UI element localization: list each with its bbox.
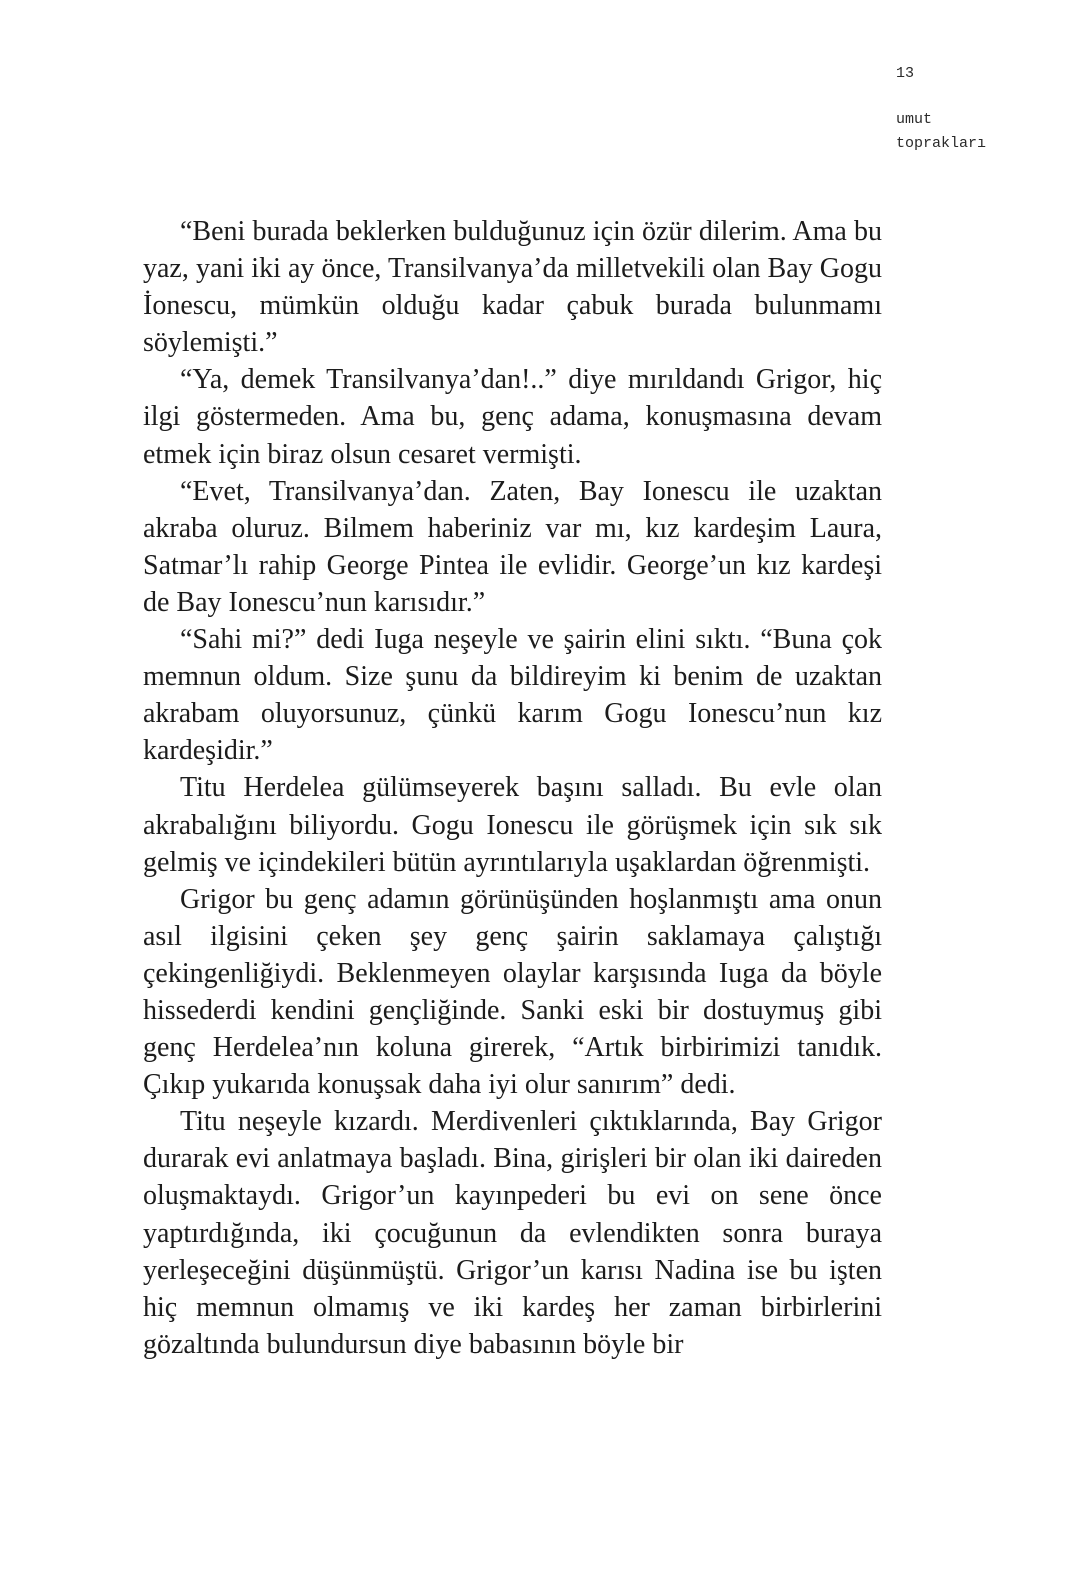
paragraph: Titu Herdelea gülümseyerek başını salladı. Bu evle olan akrabalığını biliyordu. Gogu Ionescu ile görüşmek için sık sık gelmiş ve içindekileri bütün ayrıntılarıyla uşaklardan öğrenmişti. — [143, 772, 882, 878]
running-head — [896, 62, 1036, 156]
page-number: 13 — [896, 65, 915, 82]
paragraph: “Evet, Transilvanya’dan. Zaten, Bay Ionescu ile uzaktan akraba oluruz. Bilmem haberiniz var mı, kız kardeşim Laura, Satmar’lı rahip George Pintea ile evlidir. George’un kız kardeşi de Bay Ionescu’nun karısıdır.” — [143, 475, 882, 618]
book-title-line-1: umut — [896, 111, 933, 128]
paragraph: “Sahi mi?” dedi Iuga neşeyle ve şairin elini sıktı. “Buna çok memnun oldum. Size şunu da bildireyim ki benim de uzaktan akrabam oluyorsunuz, çünkü karım Gogu Ionescu’nun kız kardeşidir.” — [143, 624, 882, 767]
paragraph: “Beni burada beklerken bulduğunuz için özür dilerim. Ama bu yaz, yani iki ay önce, Transilvanya’da milletvekili olan Bay Gogu İonescu, mümkün olduğu kadar çabuk burada bulunmamı söylemişti.” — [143, 216, 882, 359]
book-title-line-2: toprakları — [896, 135, 987, 152]
body-text — [143, 213, 882, 1363]
paragraph: Grigor bu genç adamın görünüşünden hoşlanmıştı ama onun asıl ilgisini çeken şey genç şairin saklamaya çalıştığı çekingenliğiydi. Beklenmeyen olaylar karşısında Iuga da böyle hissederdi kendini gençliğinde. Sanki eski bir dostuymuş gibi genç Herdelea’nın koluna girerek, “Artık birbirimizi tanıdık. Çıkıp yukarıda konuşsak daha iyi olur sanırım” dedi. — [143, 883, 882, 1101]
paragraph: “Ya, demek Transilvanya’dan!..” diye mırıldandı Grigor, hiç ilgi göstermeden. Ama bu, genç adama, konuşmasına devam etmek için biraz olsun cesaret vermişti. — [143, 364, 882, 470]
paragraph: Titu neşeyle kızardı. Merdivenleri çıktıklarında, Bay Grigor durarak evi anlatmaya başladı. Bina, girişleri bir olan iki daireden oluşmaktaydı. Grigor’un kayınpederi bu evi on sene önce yaptırdığında, iki çocuğunun da evlendikten sonra buraya yerleşeceğini düşünmüştü. Grigor’un karısı Nadina ise bu işten hiç memnun olmamış ve iki kardeş her zaman birbirlerini gözaltında bulundursun diye babasının böyle bir — [143, 1106, 882, 1360]
